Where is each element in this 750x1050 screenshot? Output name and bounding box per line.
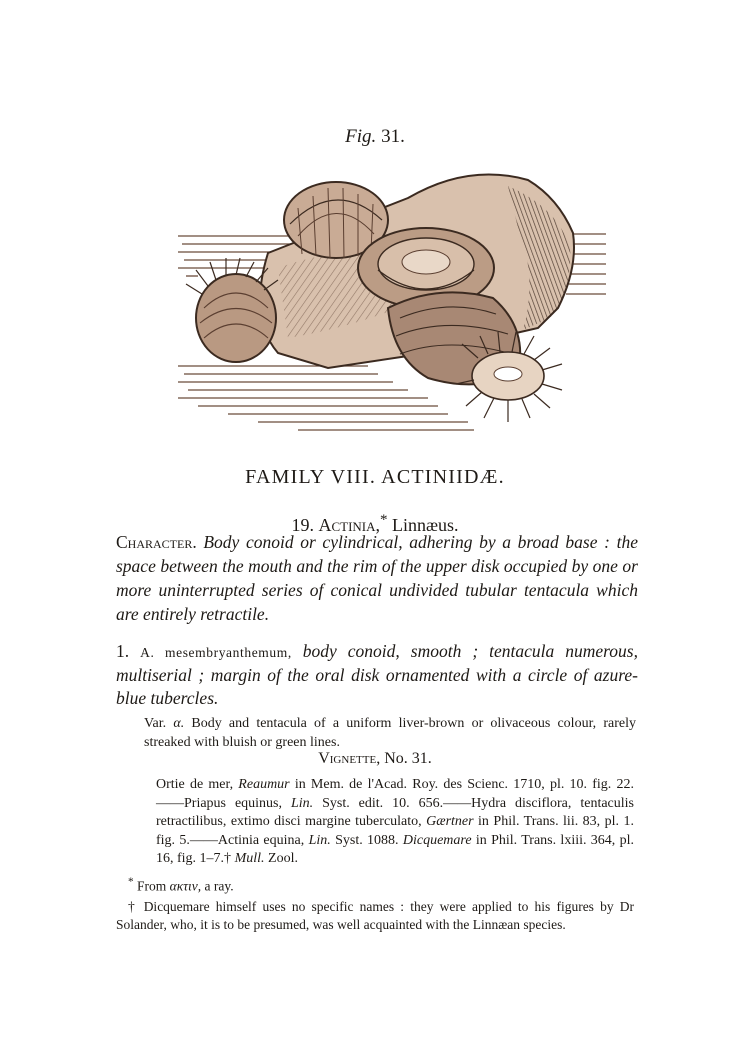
syn5-ref: in Phil. Trans. lxiii. 364, pl. 16, fig. 1–7.†: [156, 832, 635, 866]
figure-label-prefix: Fig.: [345, 126, 377, 147]
sea-anemone-engraving: [178, 158, 608, 440]
vignette-label: Vignette,: [318, 750, 381, 767]
syn4-author: Lin.: [308, 832, 331, 848]
vignette-number: No. 31.: [384, 750, 432, 767]
footnote-1-prefix: From: [137, 878, 167, 894]
syn6-author: Mull.: [234, 851, 265, 866]
genus-name: Actinia,: [318, 515, 381, 535]
syn3-name: ——Hydra disciflora, tentaculis retractilibus, extimo disci margine tuberculato,: [156, 795, 634, 829]
variety-symbol: α.: [173, 716, 185, 731]
character-text: Body conoid or cylindrical, adhering by a broad base : the space between the mouth and the rim of the upper disk occupied by one or more uninterrupted series of conical undivided tubular tentacula which are entirely retractile.: [116, 532, 638, 624]
footnote-2-marker: †: [128, 899, 138, 914]
family-heading: FAMILY VIII. ACTINIIDÆ.: [245, 466, 505, 488]
syn6-ref: Zool.: [268, 851, 298, 866]
syn2-name: ——Priapus equinus,: [156, 795, 283, 811]
syn5-author: Dicquemare: [402, 832, 472, 848]
syn1-author: Reaumur: [238, 777, 290, 792]
variety-paragraph: [144, 714, 636, 752]
syn2-author: Lin.: [290, 795, 314, 811]
genus-author: Linnæus.: [392, 515, 459, 535]
syn3-author: Gærtner: [426, 814, 474, 829]
syn4-name: ——Actinia equina,: [189, 832, 305, 848]
species-description: body conoid, smooth ; tentacula numerous, multiserial ; margin of the oral disk ornamented with a circle of azure-blue tubercles.: [116, 641, 638, 708]
syn1-name: Ortie de mer,: [156, 777, 234, 792]
genus-number: 19.: [291, 515, 314, 535]
species-paragraph: [116, 640, 638, 710]
syn3-ref: in Phil. Trans. lii. 83, pl. 1. fig. 5.: [156, 814, 634, 848]
species-number: 1.: [116, 641, 130, 661]
syn4-ref: Syst. 1088.: [335, 832, 399, 848]
syn1-ref: in Mem. de l'Acad. Roy. des Scienc. 1710, pl. 10. fig. 22.: [294, 777, 634, 792]
footnote-2: [116, 898, 634, 933]
footnote-2-text: Dicquemare himself uses no specific names : they were applied to his figures by Dr Solander, who, it is to be presumed, was well acquainted with the Linnæan species.: [116, 899, 634, 932]
genus-footnote-marker: *: [380, 512, 388, 528]
footnote-1-marker: *: [128, 876, 134, 888]
character-label: Character.: [116, 532, 197, 552]
variety-text: Body and tentacula of a uniform liver-brown or olivaceous colour, rarely streaked with bluish or green lines.: [144, 716, 636, 750]
character-paragraph: [116, 530, 638, 626]
variety-label: Var.: [144, 716, 167, 731]
footnote-1-greek: ακτιν,: [169, 878, 202, 894]
figure-label-number: 31.: [381, 126, 405, 147]
footnotes: [116, 874, 634, 936]
footnote-1-suffix: a ray.: [204, 878, 234, 894]
figure-caption: [0, 126, 750, 148]
vignette-heading: [0, 750, 750, 768]
synonymy-paragraph: [156, 776, 634, 869]
species-name: A. mesembryanthemum,: [140, 645, 292, 660]
footnote-1: [116, 874, 634, 895]
syn2-ref: Syst. edit. 10. 656.: [322, 795, 444, 811]
